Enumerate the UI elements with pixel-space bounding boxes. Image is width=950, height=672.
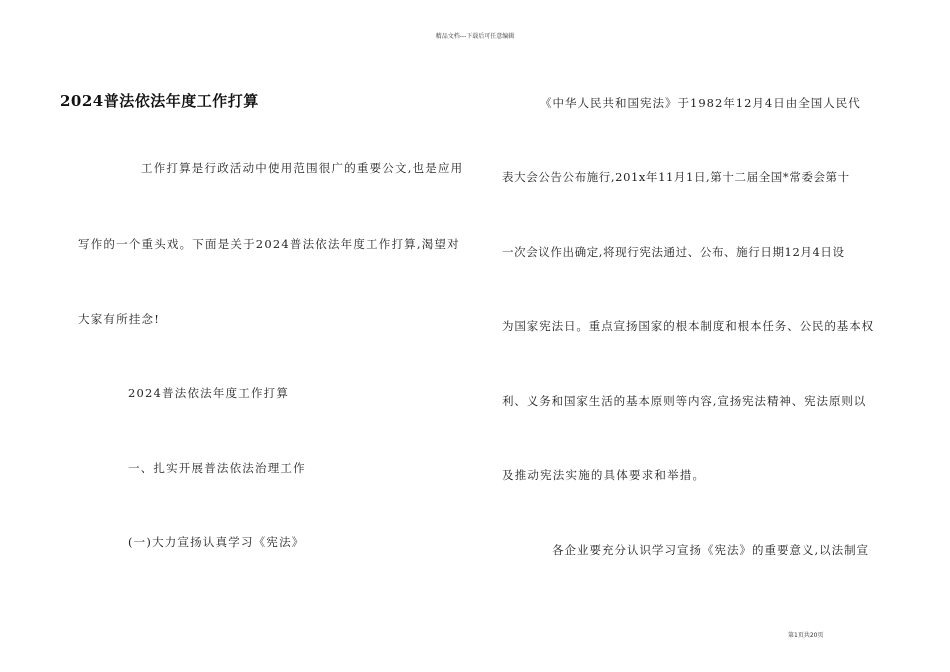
document-title: 2024普法依法年度工作打算 <box>60 92 259 110</box>
paragraph-line: 大家有所挂念! <box>78 312 161 326</box>
section-heading: 一、扎实开展普法依法治理工作 <box>128 461 306 475</box>
paragraph-line: 写作的一个重头戏。下面是关于2024普法依法年度工作打算,渴望对 <box>78 237 460 251</box>
paragraph-line: 利、义务和国家生活的基本原则等内容,宣扬宪法精神、宪法原则以 <box>502 394 867 408</box>
page-number: 第1页共20页 <box>788 632 824 639</box>
paragraph-line: 各企业要充分认识学习宣扬《宪法》的重要意义,以法制宣 <box>552 543 870 557</box>
page-header: 精品文档---下载后可任意编辑 <box>435 33 515 40</box>
paragraph-line: 《中华人民共和国宪法》于1982年12月4日由全国人民代 <box>540 96 861 110</box>
paragraph-line: 为国家宪法日。重点宣扬国家的根本制度和根本任务、公民的基本权 <box>502 319 874 333</box>
paragraph-line: 表大会公告公布施行,201x年11月1日,第十二届全国*常委会第十 <box>502 170 850 184</box>
paragraph-line: 一次会议作出确定,将现行宪法通过、公布、施行日期12月4日设 <box>502 245 845 259</box>
paragraph-line: 工作打算是行政活动中使用范围很广的重要公文,也是应用 <box>141 161 464 175</box>
subsection-heading: (一)大力宣扬认真学习《宪法》 <box>128 535 305 549</box>
paragraph-line: 及推动宪法实施的具体要求和举措。 <box>502 468 706 482</box>
section-heading: 2024普法依法年度工作打算 <box>128 386 290 400</box>
